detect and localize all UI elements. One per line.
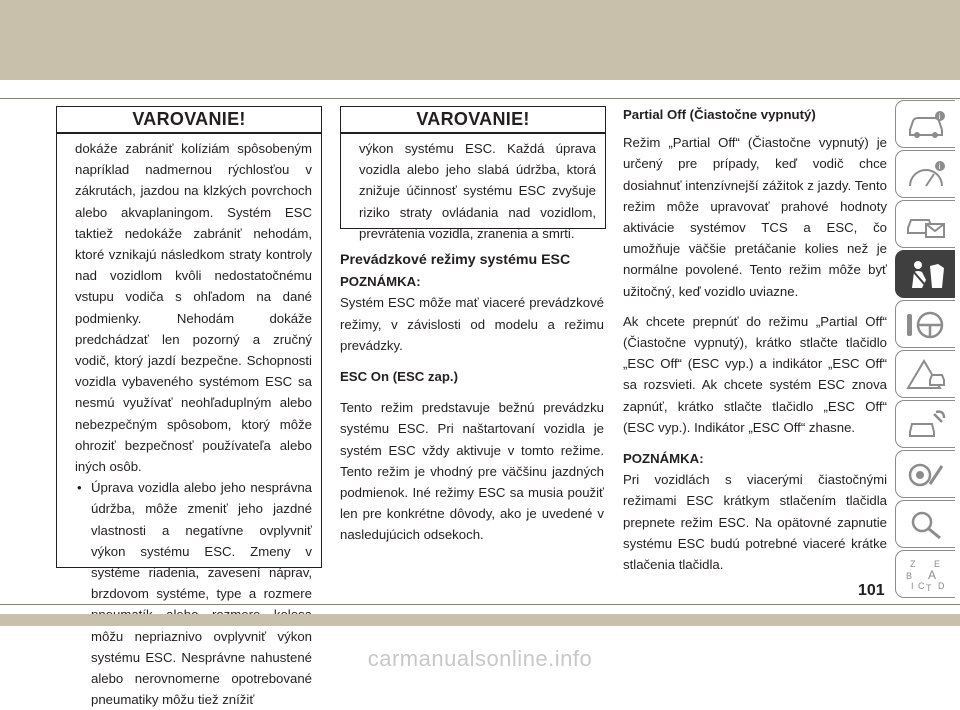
note-text: Pri vozidlách s viacerými čiastočnými režimami ESC krátkym stlačením tlačidla prepnete režim ESC. Na opätovné zapnutie systému ESC budú potrebné viaceré krátke stlačenia tlačidla. [623,472,887,573]
index-letter: T [926,583,932,592]
watermark-text: carmanualsonline.info [367,646,593,671]
wrench-service-icon [904,408,948,442]
partial-off-paragraph: Režim „Partial Off“ (Čiastočne vypnutý) je určený pre prípady, keď vodič chce dosiahnuť intenzívnejší zážitok z jazdy. Tento režim môže upravovať prahové hodnoty aktivácie systémov TCS a ESC, čo umožňuje väčšie pretáčanie kolies než je normálne povolené. Tento režim môže byť užitočný, keď vozidlo uviazne. [623,135,887,299]
wrench-gear-maintenance-icon [904,458,948,492]
warning-triangle-car-icon [904,358,948,392]
car-info-icon [904,108,948,142]
note-label: POZNÁMKA: [623,451,704,467]
note-label: POZNÁMKA: [340,274,421,290]
index-letter: I [911,581,914,591]
car-message-icon [904,208,948,242]
index-letter: A [928,568,937,582]
page-number: 101 [858,582,885,599]
tab-service[interactable] [895,400,955,448]
tab-index[interactable] [895,550,955,598]
warning-title: VAROVANIE! [57,107,321,134]
tab-maintenance[interactable] [895,450,955,498]
tab-driving[interactable] [895,300,955,348]
note-text: Systém ESC môže mať viaceré prevádzkové režimy, v závislosti od modelu a režimu prevádzky. [340,295,604,353]
section-title: Prevádzkové režimy systému ESC [340,252,571,268]
tab-dashboard[interactable] [895,150,955,198]
partial-off-heading: Partial Off (Čiastočne vypnutý) [623,107,816,122]
magnifier-search-icon [904,508,948,542]
index-letter: B [906,571,913,581]
tab-specs[interactable] [895,500,955,548]
bottom-decorative-band [0,614,960,626]
dashboard-gauge-icon [904,158,948,192]
svg-text:i: i [938,162,941,171]
tab-emergency[interactable] [895,350,955,398]
esc-on-text: Tento režim predstavuje bežnú prevádzku systému ESC. Pri naštartovaní vozidla je systém ESC vždy aktivuje v tomto režime. Tento režim je vhodný pre väčšinu jazdných podmienok. Iné režimy ESC sa musia použiť len pre konkrétne dôvody, ako je uvedené v nasledujúcich odsekoch. [340,400,604,543]
svg-text:i: i [938,112,941,121]
right-column [623,104,887,575]
middle-column [340,250,604,546]
top-decorative-band [0,0,960,80]
tab-safety[interactable] [895,250,955,298]
alphabet-index-icon [904,558,948,592]
index-letter: D [938,581,945,591]
header-rule [0,98,960,99]
warning-body [341,134,605,244]
warning-box-left [56,106,322,708]
tab-messages[interactable] [895,200,955,248]
footer-rule [0,604,960,605]
index-letter: C [918,581,925,591]
steering-wheel-icon [904,308,948,342]
tab-car-info[interactable] [895,100,955,148]
partial-off-instructions: Ak chcete prepnúť do režimu „Partial Off“ (Čiastočne vypnutý), krátko stlačte tlačidlo „ESC Off“ (ESC vyp.) a indikátor „ESC Off“ sa rozsvieti. Ak chcete systém ESC znova zapnúť, krátko stlačte tlačidlo „ESC Off“ (ESC vyp.). Indikátor „ESC Off“ zhasne. [623,313,887,435]
index-letter: E [934,559,941,569]
warning-box-middle [340,106,606,241]
warning-bullet-item: • Úprava vozidla alebo jeho nesprávna údržba, môže zmeniť jeho jazdné vlastnosti a negatívne ovplyvniť výkon systému ESC. Zmeny v systéme riadenia, zavesení náprav, brzdovom systéme, type a rozmere môžu nepriaznivo ovplyvniť výkon systému ESC. Nesprávne nahustené alebo nerovnomerne opotrebované pneumatiky môžu tiež znížiť [75,477,312,710]
warning-continuation-text: dokáže zabrániť kolíziám spôsobeným napríklad nadmernou rýchlosťou v zákrutách, jazdou na klzkých povrchoch alebo akvaplaningom. Systém ESC taktiež nedokáže zabrániť nehodám, ktoré vznikajú následkom straty kontroly nad vozidlom kvôli nedostatočnému vstupu vodiča s ohľadom na dané podmienky. Nehodám dokáže predchádzať len pozorný a zručný vodič, ktorý jazdí bezpečne. Schopnosti vozidla vybaveného systémom ESC sa nesmú využívať neohľaduplným alebo nebezpečným spôsobom, ktorý môže ohroziť bezpečnosť používateľa alebo iných osôb. [75,141,312,475]
seatbelt-safety-icon [904,258,948,292]
index-letter: Z [910,559,916,569]
warning-continuation-text: výkon systému ESC. Každá úprava vozidla alebo jeho slabá údržba, ktorá znižuje účinnosť systému ESC zvyšuje riziko straty ovládania nad vozidlom, prevrátenia vozidla, zranenia a smrti. [359,141,596,241]
warning-title: VAROVANIE! [341,107,605,134]
esc-on-heading: ESC On (ESC zap.) [340,369,458,385]
